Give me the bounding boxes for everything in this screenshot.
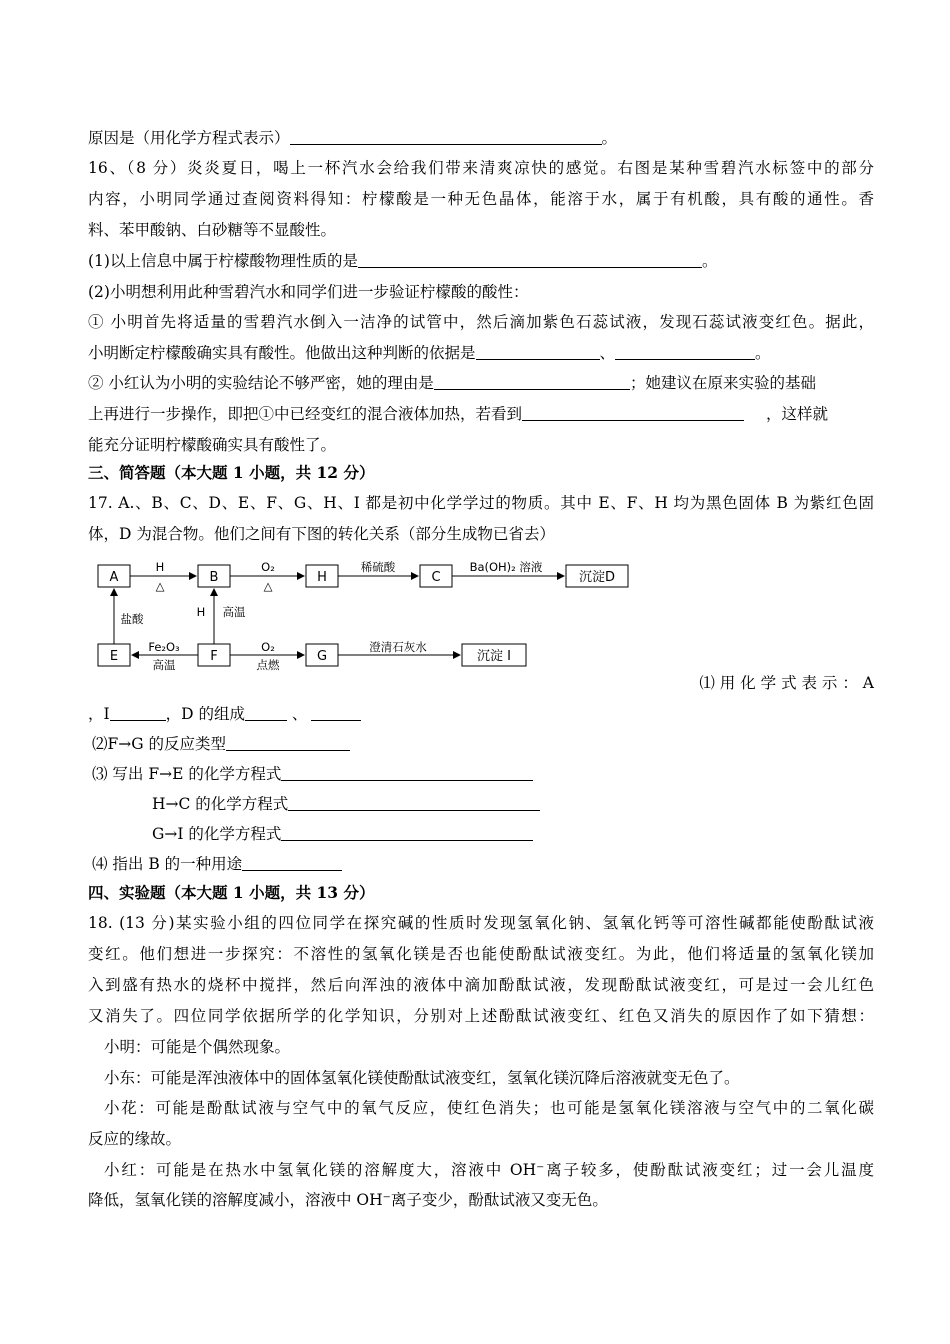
text: 小明断定柠檬酸确实具有酸性。他做出这种判断的依据是 bbox=[88, 344, 476, 362]
text: ，I bbox=[88, 705, 110, 723]
text: ② 小红认为小明的实验结论不够严密，她的理由是 bbox=[88, 374, 434, 392]
q16-part2: (2)小明想利用此种雪碧汽水和同学们进一步验证柠檬酸的酸性： bbox=[88, 283, 529, 301]
answer-blank[interactable] bbox=[281, 825, 533, 841]
label-f-e-top: Fe₂O₃ bbox=[148, 640, 180, 654]
answer-blank[interactable] bbox=[522, 405, 744, 421]
text: 、 bbox=[599, 344, 616, 362]
node-b: B bbox=[209, 570, 219, 585]
label-a-b-top: H bbox=[155, 560, 165, 574]
label-f-b-condition: 高温 bbox=[222, 605, 246, 619]
answer-blank[interactable] bbox=[358, 252, 702, 268]
label-b-h-top: O₂ bbox=[261, 560, 275, 574]
answer-blank[interactable] bbox=[615, 344, 755, 360]
label-a-b-bottom: △ bbox=[155, 579, 165, 593]
q18-line-2: 变红。他们想进一步探究：不溶性的氢氧化镁是否也能使酚酞试液变红。为此，他们将适量的氢氧化镁加 bbox=[88, 945, 874, 963]
q16-line-2: 内容，小明同学通过查阅资料得知：柠檬酸是一种无色晶体，能溶于水，属于有机酸，具有酸的通性。香 bbox=[88, 190, 874, 208]
answer-blank[interactable] bbox=[245, 705, 287, 721]
q17-line-1: 17. A.、B、C、D、E、F、G、H、I 都是初中化学学过的物质。其中 E、F、H 均为黑色固体 B 为紫红色固 bbox=[88, 494, 874, 512]
label-f-e-bottom: 高温 bbox=[152, 658, 176, 672]
node-g: G bbox=[316, 649, 328, 664]
q16-line-3: 料、苯甲酸钠、白砂糖等不显酸性。 bbox=[88, 221, 337, 239]
text: 、 bbox=[286, 705, 308, 723]
q18-guess-xiaohong: 小红：可能是在热水中氢氧化镁的溶解度大，溶液中 OH⁻离子较多，使酚酞试液变红；过一会儿温度 bbox=[104, 1161, 874, 1179]
text: 。 bbox=[601, 129, 618, 147]
q18-guess-xiaohong-cont: 降低，氢氧化镁的溶解度减小，溶液中 OH⁻离子变少，酚酞试液又变无色。 bbox=[88, 1191, 608, 1209]
q16-part2-line-c bbox=[88, 373, 874, 393]
q18-guess-xiaohua-cont: 反应的缘故。 bbox=[88, 1130, 182, 1148]
q18-line-1: 18. (13 分)某实验小组的四位同学在探究碱的性质时发现氢氧化钠、氢氧化钙等可溶性碱都能使酚酞试液 bbox=[88, 914, 874, 932]
q15-tail-line bbox=[88, 128, 874, 148]
text: H→C 的化学方程式 bbox=[152, 795, 289, 813]
node-a: A bbox=[109, 570, 119, 585]
text: 。 bbox=[755, 344, 771, 362]
answer-blank[interactable] bbox=[434, 374, 630, 390]
text: G→I 的化学方程式 bbox=[152, 825, 282, 843]
node-i: 沉淀 I bbox=[477, 649, 511, 664]
section-4-heading: 四、实验题（本大题 1 小题，共 13 分） bbox=[88, 883, 375, 902]
q17-part3-g-i bbox=[152, 824, 938, 844]
answer-blank[interactable] bbox=[110, 705, 166, 721]
q16-part1 bbox=[88, 251, 874, 271]
node-e: E bbox=[109, 649, 119, 664]
text: ⑵F→G 的反应类型 bbox=[92, 735, 227, 753]
answer-blank[interactable] bbox=[281, 765, 533, 781]
q16-part2-line-e: 能充分证明柠檬酸确实具有酸性了。 bbox=[88, 436, 337, 454]
section-3-heading: 三、简答题（本大题 1 小题，共 12 分） bbox=[88, 463, 375, 482]
q18-guess-xiaodong: 小东：可能是浑浊液体中的固体氢氧化镁使酚酞试液变红，氢氧化镁沉降后溶液就变无色了。 bbox=[104, 1069, 740, 1087]
text: ⑶ 写出 F→E 的化学方程式 bbox=[92, 765, 282, 783]
label-e-a: 盐酸 bbox=[120, 612, 144, 626]
label-f-b-reagent: H bbox=[196, 605, 206, 619]
label-f-g-bottom: 点燃 bbox=[256, 658, 280, 672]
q16-part2-line-a: ① 小明首先将适量的雪碧汽水倒入一洁净的试管中，然后滴加紫色石蕊试液，发现石蕊试液变红色。据此， bbox=[88, 313, 874, 331]
text: ，D 的组成 bbox=[165, 705, 245, 723]
q17-part2 bbox=[92, 734, 878, 754]
q17-part1-cont bbox=[88, 704, 874, 724]
node-d: 沉淀D bbox=[578, 570, 616, 585]
answer-blank[interactable] bbox=[290, 129, 602, 145]
text: 原因是（用化学方程式表示） bbox=[88, 129, 290, 147]
q17-line-2: 体，D 为混合物。他们之间有下图的转化关系（部分生成物已省去） bbox=[88, 525, 555, 543]
answer-blank[interactable] bbox=[242, 855, 342, 871]
q17-part1: ⑴ 用 化 学 式 表 示 ： A bbox=[699, 674, 874, 692]
q16-line-1: 16、（8 分）炎炎夏日，喝上一杯汽水会给我们带来清爽凉快的感觉。右图是某种雪碧汽水标签中的部分 bbox=[88, 159, 874, 177]
q17-part3-h-c bbox=[152, 794, 938, 814]
q17-part3 bbox=[92, 764, 878, 784]
q18-line-3: 入到盛有热水的烧杯中搅拌，然后向浑浊的液体中滴加酚酞试液，发现酚酞试液变红，可是过一会儿红色 bbox=[88, 976, 874, 994]
text: 。 bbox=[701, 252, 718, 270]
q17-part4 bbox=[92, 854, 878, 874]
node-c: C bbox=[431, 570, 441, 585]
text: ，这样就 bbox=[766, 405, 829, 423]
q18-line-4: 又消失了。四位同学依据所学的化学知识，分别对上述酚酞试液变红、红色又消失的原因作了如下猜想： bbox=[88, 1007, 874, 1025]
answer-blank[interactable] bbox=[288, 795, 540, 811]
q16-part2-line-d bbox=[88, 404, 874, 424]
text: ⑷ 指出 B 的一种用途 bbox=[92, 855, 243, 873]
answer-blank[interactable] bbox=[226, 735, 350, 751]
label-c-d: Ba(OH)₂ 溶液 bbox=[469, 560, 543, 574]
text: (1)以上信息中属于柠檬酸物理性质的是 bbox=[88, 252, 358, 270]
q16-part2-line-b bbox=[88, 343, 874, 363]
q18-guess-xiaohua: 小花：可能是酚酞试液与空气中的氧气反应，使红色消失；也可能是氢氧化镁溶液与空气中的二氧化碳 bbox=[104, 1099, 874, 1117]
conversion-diagram bbox=[88, 555, 648, 675]
label-f-g-top: O₂ bbox=[261, 640, 275, 654]
node-f: F bbox=[210, 649, 218, 664]
text: ；她建议在原来实验的基础 bbox=[629, 374, 816, 392]
answer-blank[interactable] bbox=[476, 344, 600, 360]
label-g-i: 澄清石灰水 bbox=[369, 640, 427, 654]
label-b-h-bottom: △ bbox=[263, 579, 273, 593]
label-h-c: 稀硫酸 bbox=[360, 560, 396, 574]
text: 上再进行一步操作，即把①中已经变红的混合液体加热，若看到 bbox=[88, 405, 523, 423]
answer-blank[interactable] bbox=[311, 705, 361, 721]
node-h: H bbox=[317, 570, 327, 585]
q18-guess-xiaoming: 小明：可能是个偶然现象。 bbox=[104, 1038, 291, 1056]
